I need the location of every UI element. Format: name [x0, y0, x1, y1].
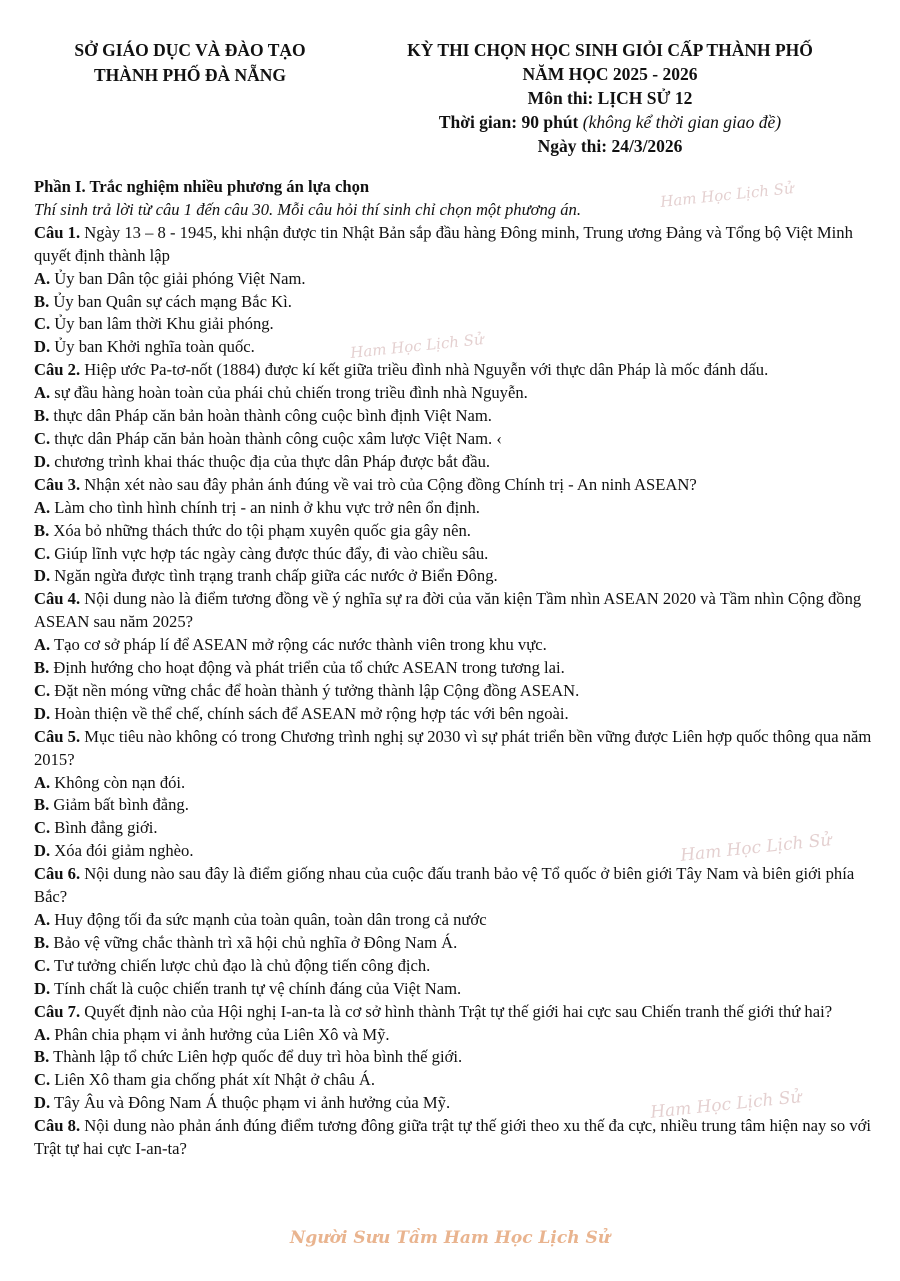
answer-option	[34, 657, 872, 680]
answer-option	[34, 336, 872, 359]
option-text: Bảo vệ vững chắc thành trì xã hội chủ nghĩa ở Đông Nam Á.	[53, 932, 458, 952]
question	[34, 359, 872, 382]
question	[34, 726, 872, 772]
question-text: Nội dung nào phản ánh đúng điểm tương đông giữa trật tự thế giới theo xu thế đa cực, nhiều trung tâm hiện nay so với Trật tự hai cực I-an-ta?	[34, 1116, 872, 1159]
exam-title: KỲ THI CHỌN HỌC SINH GIỎI CẤP THÀNH PHỐ	[407, 40, 813, 60]
option-text: Liên Xô tham gia chống phát xít Nhật ở châu Á.	[54, 1070, 376, 1090]
option-text: Giảm bất bình đẳng.	[53, 795, 189, 815]
answer-option	[34, 794, 872, 817]
option-text: Xóa đói giảm nghèo.	[54, 841, 194, 861]
footer-credit: Người Sưu Tầm Ham Học Lịch Sử	[289, 1228, 611, 1248]
answer-option	[34, 1024, 872, 1047]
option-text: Hoàn thiện về thể chế, chính sách để ASEAN mở rộng hợp tác với bên ngoài.	[54, 703, 569, 723]
answer-option	[34, 291, 872, 314]
subject: Môn thi: LỊCH SỬ 12	[527, 88, 693, 108]
option-letter: C.	[34, 955, 51, 975]
option-text: Ủy ban Khởi nghĩa toàn quốc.	[54, 337, 255, 357]
option-letter: D.	[34, 1093, 51, 1113]
part-title: Phần I. Trắc nghiệm nhiều phương án lựa chọn	[34, 177, 370, 196]
option-letter: B.	[34, 795, 50, 815]
answer-option	[34, 520, 872, 543]
option-letter: A.	[34, 268, 51, 288]
answer-option	[34, 932, 872, 955]
option-text: Tây Âu và Đông Nam Á thuộc phạm vi ảnh hưởng của Mỹ.	[54, 1093, 451, 1113]
option-text: Không còn nạn đói.	[54, 772, 186, 792]
answer-option	[34, 497, 872, 520]
option-text: Giúp lĩnh vực hợp tác ngày càng được thúc đẩy, đi vào chiều sâu.	[54, 543, 489, 563]
exam-body	[34, 176, 872, 1161]
option-letter: B.	[34, 520, 50, 540]
option-letter: A.	[34, 497, 51, 517]
option-text: Tạo cơ sở pháp lí để ASEAN mở rộng các nước thành viên trong khu vực.	[54, 635, 547, 655]
option-letter: D.	[34, 978, 51, 998]
option-letter: C.	[34, 818, 51, 838]
exam-date: Ngày thi: 24/3/2026	[537, 136, 683, 156]
question-label: Câu 2.	[34, 360, 81, 380]
option-letter: D.	[34, 337, 51, 357]
option-text: Định hướng cho hoạt động và phát triển của tổ chức ASEAN trong tương lai.	[53, 658, 565, 678]
question-text: Mục tiêu nào không có trong Chương trình nghị sự 2030 vì sự phát triển bền vững được Liên hợp quốc thông qua năm 2015?	[34, 726, 872, 769]
watermark: Ham Học Lịch Sử	[349, 330, 485, 362]
question	[34, 1001, 872, 1024]
option-letter: A.	[34, 1024, 51, 1044]
question-label: Câu 6.	[34, 864, 81, 884]
answer-option	[34, 955, 872, 978]
school-year: NĂM HỌC 2025 - 2026	[522, 64, 698, 84]
option-letter: C.	[34, 1070, 51, 1090]
question	[34, 474, 872, 497]
time-label: Thời gian: 90 phút	[438, 112, 579, 132]
watermark: Ham Học Lịch Sử	[659, 179, 795, 211]
question-text: Ngày 13 – 8 - 1945, khi nhận được tin Nhật Bản sắp đầu hàng Đông minh, Trung ương Đảng và Tổng bộ Việt Minh quyết định thành lập	[34, 222, 853, 265]
answer-option	[34, 680, 872, 703]
option-letter: A.	[34, 635, 51, 655]
option-text: Tư tưởng chiến lược chủ đạo là chủ động tiến công địch.	[54, 955, 431, 975]
question-text: Nhận xét nào sau đây phản ánh đúng về vai trò của Cộng đồng Chính trị - An ninh ASEAN?	[84, 474, 697, 494]
answer-option	[34, 1046, 872, 1069]
answer-option	[34, 1069, 872, 1092]
answer-option	[34, 703, 872, 726]
option-text: Phân chia phạm vi ảnh hưởng của Liên Xô và Mỹ.	[54, 1024, 390, 1044]
answer-option	[34, 772, 872, 795]
question-label: Câu 8.	[34, 1116, 81, 1136]
option-letter: D.	[34, 566, 51, 586]
exam-time	[350, 110, 870, 134]
option-letter: C.	[34, 314, 51, 334]
option-letter: A.	[34, 910, 51, 929]
option-letter: A.	[34, 772, 51, 792]
part-instruction: Thí sinh trả lời từ câu 1 đến câu 30. Mỗi câu hỏi thí sinh chỉ chọn một phương án.	[34, 199, 581, 219]
answer-option	[34, 313, 872, 336]
question	[34, 1115, 872, 1161]
option-text: Thành lập tổ chức Liên hợp quốc để duy trì hòa bình thế giới.	[53, 1047, 463, 1067]
option-text: sự đầu hàng hoàn toàn của phái chủ chiến trong triều đình nhà Nguyễn.	[54, 383, 528, 403]
question	[34, 863, 872, 909]
exam-header	[350, 38, 870, 158]
option-letter: D.	[34, 703, 51, 723]
answer-option	[34, 817, 872, 840]
option-letter: B.	[34, 658, 50, 678]
question-text: Nội dung nào là điểm tương đồng về ý nghĩa sự ra đời của văn kiện Tầm nhìn ASEAN 2020 và Tầm nhìn Cộng đồng ASEAN sau năm 2025?	[34, 589, 862, 632]
answer-option	[34, 428, 872, 451]
option-text: thực dân Pháp căn bản hoàn thành công cuộc xâm lược Việt Nam. ‹	[54, 428, 502, 448]
question-text: Quyết định nào của Hội nghị I-an-ta là cơ sở hình thành Trật tự thế giới hai cực sau Chiến tranh thế giới thứ hai?	[84, 1001, 833, 1021]
option-text: Ủy ban Quân sự cách mạng Bắc Kì.	[53, 291, 292, 311]
option-text: Đặt nền móng vững chắc để hoàn thành ý tưởng thành lập Cộng đồng ASEAN.	[54, 680, 580, 700]
question-label: Câu 1.	[34, 222, 81, 242]
time-note: (không kể thời gian giao đề)	[582, 112, 782, 132]
watermark: Ham Học Lịch Sử	[649, 1087, 803, 1123]
option-text: Tính chất là cuộc chiến tranh tự vệ chính đáng của Việt Nam.	[54, 978, 462, 998]
option-text: Bình đẳng giới.	[54, 818, 158, 838]
question	[34, 222, 872, 268]
option-letter: B.	[34, 291, 50, 311]
watermark: Ham Học Lịch Sử	[679, 830, 833, 866]
answer-option	[34, 268, 872, 291]
question-text: Nội dung nào sau đây là điểm giống nhau của cuộc đấu tranh bảo vệ Tổ quốc ở biên giới Tây Nam và biên giới phía Bắc?	[34, 864, 855, 907]
answer-option	[34, 405, 872, 428]
question-text: Hiệp ước Pa-tơ-nốt (1884) được kí kết giữa triều đình nhà Nguyễn với thực dân Pháp là mốc đánh dấu.	[84, 360, 769, 380]
issuer-line-2: THÀNH PHỐ ĐÀ NẴNG	[93, 65, 286, 85]
option-letter: D.	[34, 451, 51, 471]
answer-option	[34, 565, 872, 588]
option-text: thực dân Pháp căn bản hoàn thành công cuộc bình định Việt Nam.	[53, 406, 492, 426]
answer-option	[34, 451, 872, 474]
answer-option	[34, 909, 872, 932]
question	[34, 588, 872, 634]
option-letter: C.	[34, 543, 51, 563]
option-letter: D.	[34, 841, 51, 861]
option-letter: B.	[34, 1047, 50, 1067]
option-text: Ủy ban lâm thời Khu giải phóng.	[54, 314, 274, 334]
issuer-header	[30, 38, 350, 88]
answer-option	[34, 382, 872, 405]
question-list	[34, 222, 872, 1161]
answer-option	[34, 978, 872, 1001]
option-letter: C.	[34, 680, 51, 700]
option-text: Ngăn ngừa được tình trạng tranh chấp giữa các nước ở Biển Đông.	[54, 566, 498, 586]
answer-option	[34, 1092, 872, 1115]
question-label: Câu 3.	[34, 474, 81, 494]
option-letter: B.	[34, 932, 50, 952]
question-label: Câu 5.	[34, 726, 81, 746]
answer-option	[34, 543, 872, 566]
question-label: Câu 7.	[34, 1001, 81, 1021]
option-text: chương trình khai thác thuộc địa của thực dân Pháp được bắt đầu.	[54, 451, 491, 471]
option-letter: B.	[34, 406, 50, 426]
option-text: Huy động tối đa sức mạnh của toàn quân, toàn dân trong cả nước	[54, 910, 487, 929]
option-text: Ủy ban Dân tộc giải phóng Việt Nam.	[54, 268, 306, 288]
option-letter: C.	[34, 428, 51, 448]
option-letter: A.	[34, 383, 51, 403]
answer-option	[34, 634, 872, 657]
answer-option	[34, 840, 872, 863]
question-label: Câu 4.	[34, 589, 81, 609]
issuer-line-1: SỞ GIÁO DỤC VÀ ĐÀO TẠO	[74, 40, 306, 60]
option-text: Xóa bỏ những thách thức do tội phạm xuyên quốc gia gây nên.	[53, 520, 471, 540]
option-text: Làm cho tình hình chính trị - an ninh ở khu vực trở nên ổn định.	[54, 497, 480, 517]
